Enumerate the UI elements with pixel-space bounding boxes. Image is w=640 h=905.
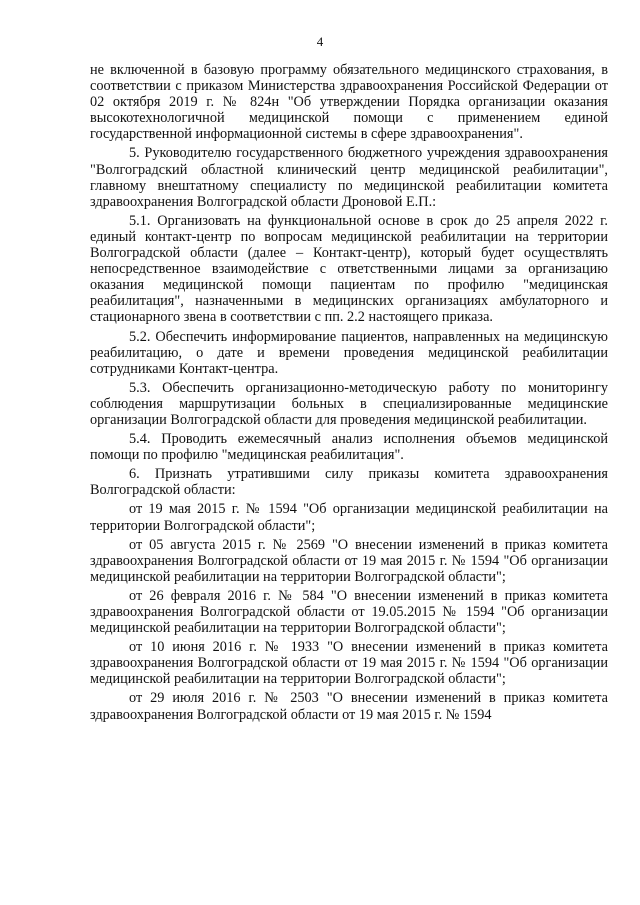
repealed-order-2016-2503: от 29 июля 2016 г. № 2503 "О внесении изменений в приказ комитета здравоохранения Волгоградской области от 19 мая 2015 г. № 1594 [90, 690, 608, 723]
paragraph-item-5-4: 5.4. Проводить ежемесячный анализ исполнения объемов медицинской помощи по профилю "медицинская реабилитация". [90, 431, 608, 464]
paragraph-item-5-3: 5.3. Обеспечить организационно-методическую работу по мониторингу соблюдения маршрутизации больных в специализированные медицинские организации Волгоградской области для проведения медицинской реабилитации. [90, 379, 608, 428]
page-number: 4 [316, 34, 324, 49]
repealed-order-2016-1933: от 10 июня 2016 г. № 1933 "О внесении изменений в приказ комитета здравоохранения Волгоградской области от 19 мая 2015 г. № 1594 "Об организации медицинской реабилитации на территории Волгоградской области"; [90, 639, 608, 688]
repealed-order-2016-584: от 26 февраля 2016 г. № 584 "О внесении изменений в приказ комитета здравоохранения Волгоградской области от 19.05.2015 № 1594 "Об организации медицинской реабилитации на территории Волгоградской области"; [90, 587, 608, 637]
repealed-order-2015-2569: от 05 августа 2015 г. № 2569 "О внесении изменений в приказ комитета здравоохранения Волгоградской области от 19 мая 2015 г. № 1594 "Об организации медицинской реабилитации на территории Волгоградской области"; [90, 536, 608, 585]
document-body [90, 62, 608, 723]
paragraph-item-5: 5. Руководителю государственного бюджетного учреждения здравоохранения "Волгоградский областной клинический центр медицинской реабилитации", главному внештатному специалисту по медицинской реабилитации комитета здравоохранения Волгоградской области Дроновой Е.П.: [90, 145, 608, 210]
paragraph-item-5-1: 5.1. Организовать на функциональной основе в срок до 25 апреля 2022 г. единый контакт-центр по вопросам медицинской реабилитации на территории Волгоградской области (далее – Контакт-центр), который будет осуществлять непосредственное взаимодействие с ответственными лицами за организацию оказания медицинской помощи пациентам по профилю "медицинская реабилитация", назначенными в медицинских организациях амбулаторного и стационарного звена в соответствии с пп. 2.2 настоящего приказа. [90, 212, 608, 326]
repealed-order-2015-1594: от 19 мая 2015 г. № 1594 "Об организации медицинской реабилитации на территории Волгоградской области"; [90, 501, 608, 534]
paragraph-item-5-2: 5.2. Обеспечить информирование пациентов, направленных на медицинскую реабилитацию, о дате и времени проведения медицинской реабилитации сотрудниками Контакт-центра. [90, 328, 608, 377]
paragraph-item-6: 6. Признать утратившими силу приказы комитета здравоохранения Волгоградской области: [90, 466, 608, 499]
paragraph-4-continuation: не включенной в базовую программу обязательного медицинского страхования, в соответствии с приказом Министерства здравоохранения Российской Федерации от 02 октября 2019 г. № 824н "Об утверждении Порядка организации оказания высокотехнологичной медицинской помощи с применением единой государственной информационной системы в сфере здравоохранения". [90, 62, 608, 143]
